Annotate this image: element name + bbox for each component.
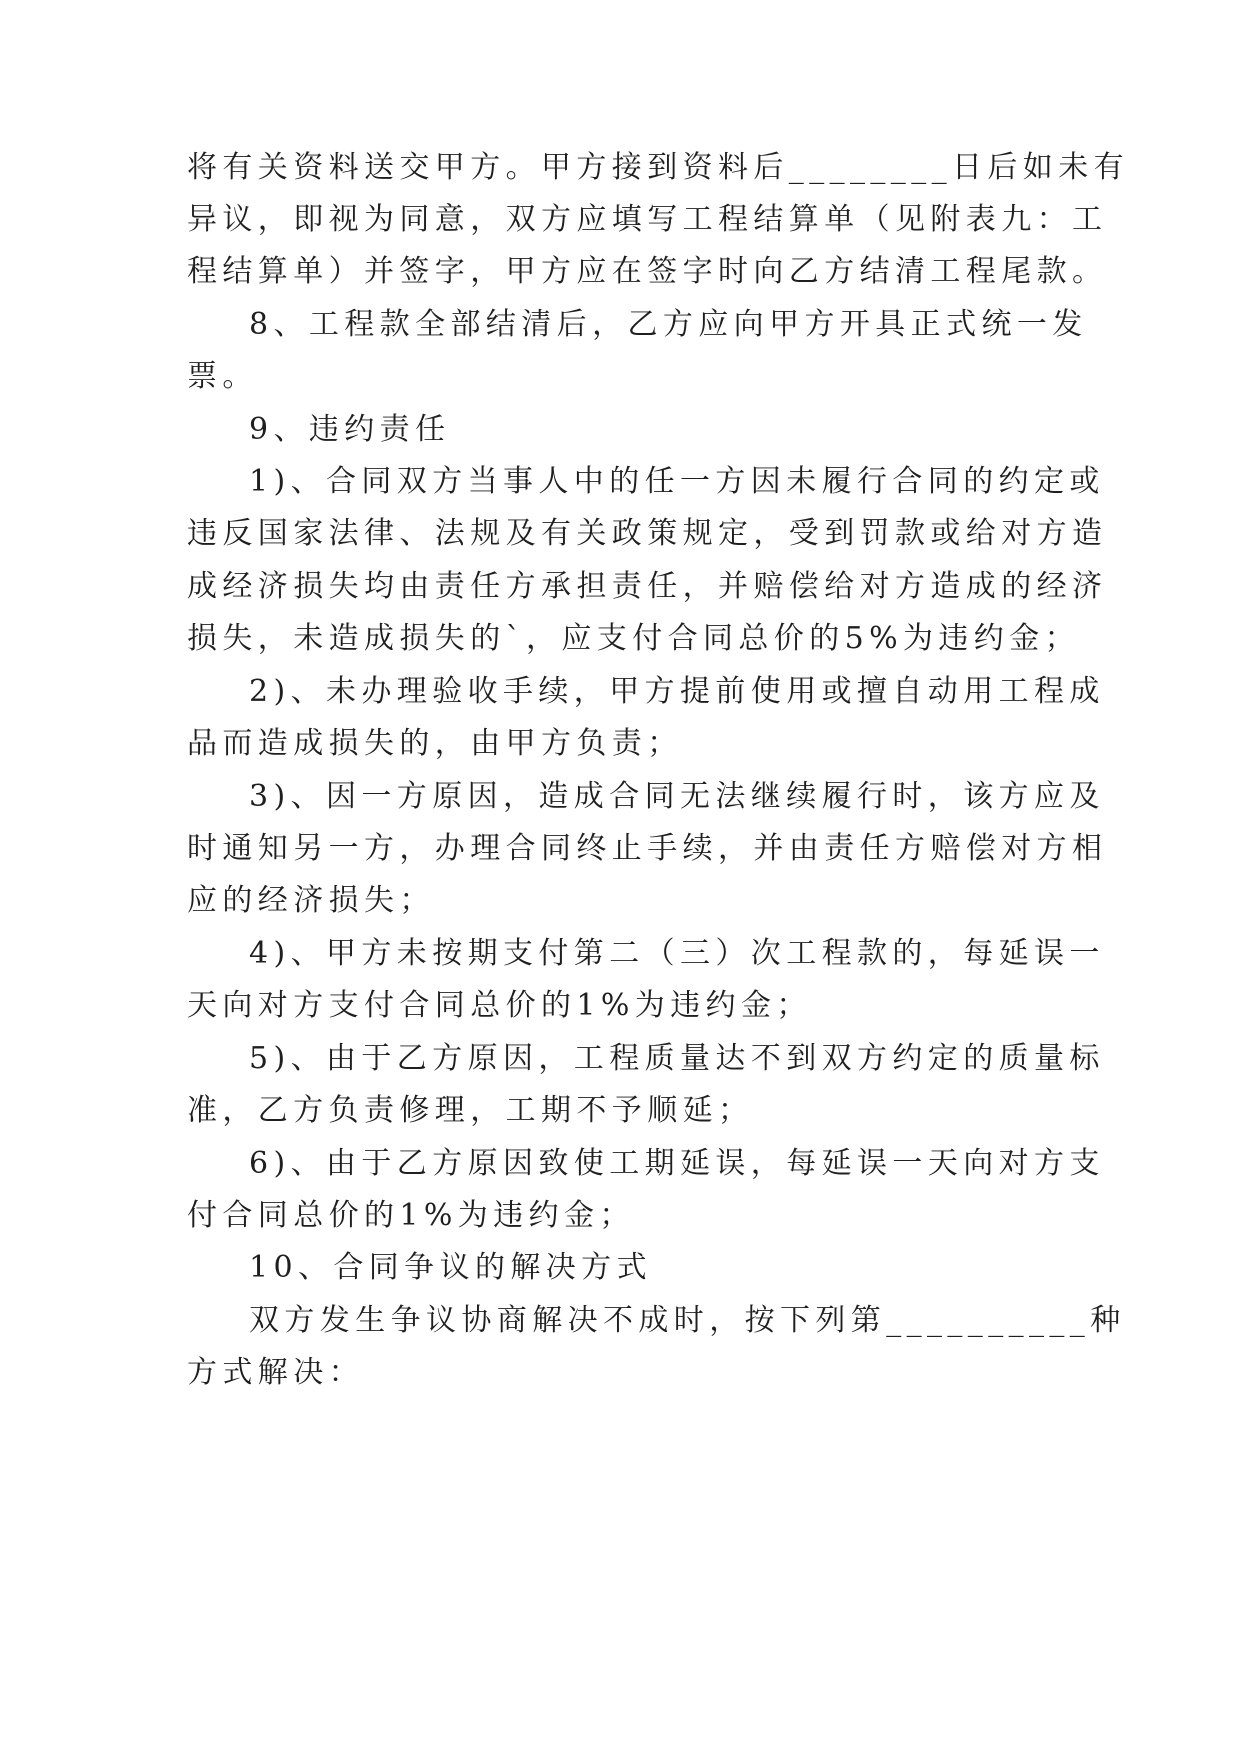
text-line: 品而造成损失的，由甲方负责； xyxy=(187,726,683,761)
text-line: 天向对方支付合同总价的1%为违约金； xyxy=(187,988,812,1023)
text-line: 3)、因一方原因，造成合同无法继续履行时，该方应及 xyxy=(249,779,1105,814)
section-heading: 10、合同争议的解决方式 xyxy=(249,1250,652,1285)
text-line: 双方发生争议协商解决不成时，按下列第__________种 xyxy=(249,1303,1126,1338)
text-line: 准，乙方负责修理，工期不予顺延； xyxy=(187,1093,754,1128)
text-line: 1)、合同双方当事人中的任一方因未履行合同的约定或 xyxy=(249,464,1105,499)
text-line: 方式解决： xyxy=(187,1355,364,1390)
text-line: 4)、甲方未按期支付第二（三）次工程款的，每延误一 xyxy=(249,936,1105,971)
text-line: 程结算单）并签字，甲方应在签字时向乙方结清工程尾款。 xyxy=(187,254,1108,289)
text-line: 将有关资料送交甲方。甲方接到资料后________日后如未有 xyxy=(187,150,1129,185)
text-line: 成经济损失均由责任方承担责任，并赔偿给对方造成的经济 xyxy=(187,569,1108,604)
text-line: 应的经济损失； xyxy=(187,883,435,918)
text-line: 违反国家法律、法规及有关政策规定，受到罚款或给对方造 xyxy=(187,516,1108,551)
text-line: 6)、由于乙方原因致使工期延误，每延误一天向对方支 xyxy=(249,1146,1105,1181)
text-line: 付合同总价的1%为违约金； xyxy=(187,1198,635,1233)
section-heading: 9、违约责任 xyxy=(249,412,451,447)
text-line: 异议，即视为同意，双方应填写工程结算单（见附表九：工 xyxy=(187,202,1108,237)
text-line: 2)、未办理验收手续，甲方提前使用或擅自动用工程成 xyxy=(249,674,1105,709)
text-line: 损失，未造成损失的`，应支付合同总价的5%为违约金； xyxy=(187,621,1080,656)
text-line: 5)、由于乙方原因，工程质量达不到双方约定的质量标 xyxy=(249,1041,1105,1076)
text-line: 票。 xyxy=(187,359,258,394)
text-line: 8、工程款全部结清后，乙方应向甲方开具正式统一发 xyxy=(249,307,1088,342)
text-line: 时通知另一方，办理合同终止手续，并由责任方赔偿对方相 xyxy=(187,831,1108,866)
